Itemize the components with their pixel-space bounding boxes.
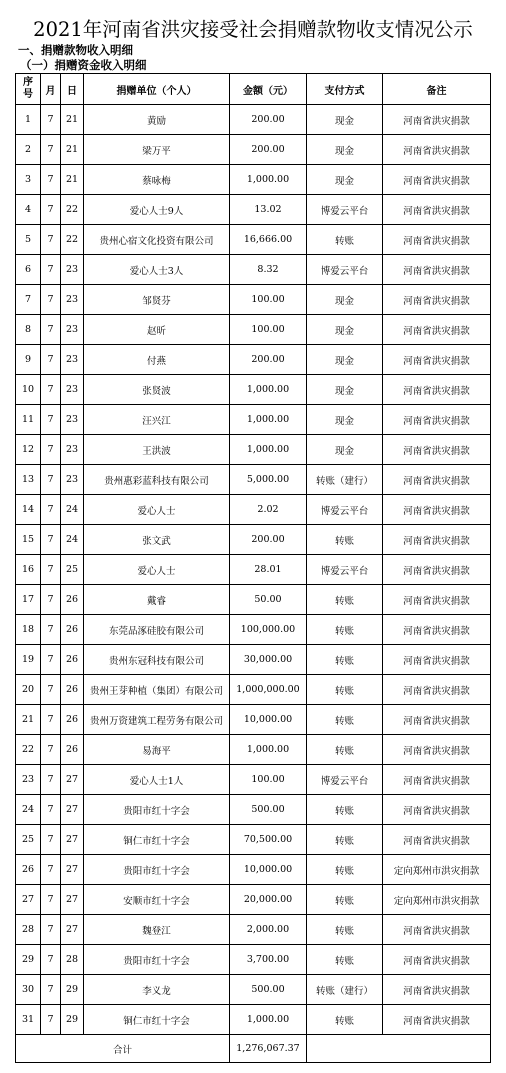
cell-donor xyxy=(84,705,230,735)
cell-day: 24 xyxy=(61,525,84,555)
cell-donor xyxy=(84,405,230,435)
cell-donor xyxy=(84,615,230,645)
cell-amount: 8.32 xyxy=(230,255,307,285)
cell-amount: 1,000,000.00 xyxy=(230,675,307,705)
cell-note: 河南省洪灾捐款 xyxy=(383,945,491,975)
donor-name: 爱心人士 xyxy=(137,505,176,517)
cell-day: 29 xyxy=(61,975,84,1005)
cell-seq: 26 xyxy=(16,855,41,885)
cell-note: 河南省洪灾捐款 xyxy=(383,675,491,705)
cell-method: 转账 xyxy=(307,855,383,885)
cell-month: 7 xyxy=(41,435,61,465)
cell-donor xyxy=(84,555,230,585)
donor-name: 蔡咏梅 xyxy=(142,175,171,187)
cell-seq: 8 xyxy=(16,315,41,345)
total-amount: 1,276,067.37 xyxy=(230,1035,307,1063)
header-seq-label: 序号 xyxy=(23,77,33,100)
cell-day: 27 xyxy=(61,825,84,855)
cell-method: 转账 xyxy=(307,675,383,705)
cell-day: 22 xyxy=(61,195,84,225)
donor-name: 易海平 xyxy=(142,745,171,757)
cell-day: 22 xyxy=(61,225,84,255)
donor-name: 铜仁市红十字会 xyxy=(123,835,190,847)
cell-month: 7 xyxy=(41,195,61,225)
donor-name: 贵州万资建筑工程劳务有限公司 xyxy=(89,715,223,727)
cell-donor xyxy=(84,225,230,255)
table-row xyxy=(16,645,491,675)
donor-name: 安顺市红十字会 xyxy=(123,895,190,907)
page-title: 2021年河南省洪灾接受社会捐赠款物收支情况公示 xyxy=(33,18,473,41)
table-row xyxy=(16,315,491,345)
donor-name: 邹贤芬 xyxy=(142,295,171,307)
cell-seq: 30 xyxy=(16,975,41,1005)
cell-amount: 200.00 xyxy=(230,135,307,165)
cell-seq: 13 xyxy=(16,465,41,495)
donor-name: 爱心人士3人 xyxy=(129,265,184,277)
table-row xyxy=(16,885,491,915)
cell-donor xyxy=(84,165,230,195)
cell-seq: 29 xyxy=(16,945,41,975)
cell-amount: 16,666.00 xyxy=(230,225,307,255)
cell-month: 7 xyxy=(41,855,61,885)
cell-amount: 70,500.00 xyxy=(230,825,307,855)
table-row xyxy=(16,855,491,885)
cell-month: 7 xyxy=(41,915,61,945)
cell-day: 26 xyxy=(61,645,84,675)
cell-note: 河南省洪灾捐款 xyxy=(383,435,491,465)
table-row xyxy=(16,825,491,855)
cell-note: 河南省洪灾捐款 xyxy=(383,285,491,315)
cell-donor xyxy=(84,105,230,135)
cell-seq: 4 xyxy=(16,195,41,225)
cell-donor xyxy=(84,645,230,675)
cell-note: 河南省洪灾捐款 xyxy=(383,315,491,345)
cell-amount: 10,000.00 xyxy=(230,705,307,735)
cell-method: 转账 xyxy=(307,825,383,855)
cell-method: 转账 xyxy=(307,645,383,675)
header-method: 支付方式 xyxy=(307,74,383,105)
cell-donor xyxy=(84,375,230,405)
cell-method: 转账 xyxy=(307,585,383,615)
table-row xyxy=(16,915,491,945)
table-row xyxy=(16,765,491,795)
cell-month: 7 xyxy=(41,525,61,555)
cell-month: 7 xyxy=(41,165,61,195)
cell-note: 河南省洪灾捐款 xyxy=(383,585,491,615)
table-row xyxy=(16,585,491,615)
table-row xyxy=(16,135,491,165)
cell-amount: 100.00 xyxy=(230,765,307,795)
cell-method: 转账（建行） xyxy=(307,975,383,1005)
cell-day: 26 xyxy=(61,705,84,735)
header-note: 备注 xyxy=(383,74,491,105)
cell-method: 现金 xyxy=(307,135,383,165)
donation-table xyxy=(15,73,491,1063)
cell-method: 现金 xyxy=(307,405,383,435)
cell-note: 河南省洪灾捐款 xyxy=(383,795,491,825)
cell-seq: 18 xyxy=(16,615,41,645)
cell-month: 7 xyxy=(41,285,61,315)
cell-seq: 7 xyxy=(16,285,41,315)
cell-method: 现金 xyxy=(307,315,383,345)
cell-day: 23 xyxy=(61,465,84,495)
cell-method: 现金 xyxy=(307,345,383,375)
table-row xyxy=(16,375,491,405)
cell-method: 博爱云平台 xyxy=(307,495,383,525)
cell-day: 27 xyxy=(61,855,84,885)
cell-amount: 200.00 xyxy=(230,345,307,375)
cell-donor xyxy=(84,765,230,795)
cell-note: 定向郑州市洪灾捐款 xyxy=(383,855,491,885)
cell-amount: 1,000.00 xyxy=(230,1005,307,1035)
cell-donor xyxy=(84,285,230,315)
cell-note: 河南省洪灾捐款 xyxy=(383,375,491,405)
table-row xyxy=(16,525,491,555)
donor-name: 黄励 xyxy=(146,115,166,127)
table-row xyxy=(16,615,491,645)
cell-month: 7 xyxy=(41,495,61,525)
cell-month: 7 xyxy=(41,735,61,765)
cell-method: 现金 xyxy=(307,105,383,135)
cell-month: 7 xyxy=(41,225,61,255)
cell-month: 7 xyxy=(41,315,61,345)
cell-note: 河南省洪灾捐款 xyxy=(383,135,491,165)
table-row xyxy=(16,105,491,135)
cell-day: 27 xyxy=(61,885,84,915)
table-row xyxy=(16,975,491,1005)
cell-method: 博爱云平台 xyxy=(307,195,383,225)
cell-donor xyxy=(84,525,230,555)
donor-name: 戴睿 xyxy=(146,595,166,607)
cell-day: 26 xyxy=(61,615,84,645)
cell-month: 7 xyxy=(41,465,61,495)
cell-method: 博爱云平台 xyxy=(307,555,383,585)
cell-amount: 13.02 xyxy=(230,195,307,225)
cell-donor xyxy=(84,435,230,465)
table-row xyxy=(16,195,491,225)
cell-method: 转账 xyxy=(307,795,383,825)
cell-note: 河南省洪灾捐款 xyxy=(383,195,491,225)
cell-seq: 2 xyxy=(16,135,41,165)
cell-month: 7 xyxy=(41,375,61,405)
cell-donor xyxy=(84,345,230,375)
cell-amount: 10,000.00 xyxy=(230,855,307,885)
cell-method: 转账（建行） xyxy=(307,465,383,495)
cell-month: 7 xyxy=(41,405,61,435)
donor-name: 贵阳市红十字会 xyxy=(123,805,190,817)
cell-seq: 3 xyxy=(16,165,41,195)
donor-name: 爱心人士9人 xyxy=(129,205,184,217)
cell-day: 24 xyxy=(61,495,84,525)
table-row xyxy=(16,345,491,375)
cell-note: 河南省洪灾捐款 xyxy=(383,975,491,1005)
donor-name: 梁万平 xyxy=(142,145,171,157)
cell-day: 25 xyxy=(61,555,84,585)
cell-month: 7 xyxy=(41,705,61,735)
cell-seq: 10 xyxy=(16,375,41,405)
cell-amount: 200.00 xyxy=(230,105,307,135)
table-body xyxy=(16,105,491,1063)
cell-donor xyxy=(84,975,230,1005)
cell-month: 7 xyxy=(41,255,61,285)
cell-day: 23 xyxy=(61,375,84,405)
cell-method: 转账 xyxy=(307,945,383,975)
cell-seq: 12 xyxy=(16,435,41,465)
total-row xyxy=(16,1035,491,1063)
cell-month: 7 xyxy=(41,765,61,795)
cell-month: 7 xyxy=(41,345,61,375)
cell-day: 21 xyxy=(61,105,84,135)
header-amount: 金额（元） xyxy=(230,74,307,105)
cell-seq: 16 xyxy=(16,555,41,585)
cell-seq: 14 xyxy=(16,495,41,525)
cell-note: 定向郑州市洪灾捐款 xyxy=(383,885,491,915)
donor-name: 东莞品涿硅胶有限公司 xyxy=(108,625,204,637)
table-row xyxy=(16,675,491,705)
cell-amount: 1,000.00 xyxy=(230,435,307,465)
cell-method: 现金 xyxy=(307,285,383,315)
cell-month: 7 xyxy=(41,795,61,825)
cell-note: 河南省洪灾捐款 xyxy=(383,915,491,945)
cell-day: 26 xyxy=(61,735,84,765)
cell-note: 河南省洪灾捐款 xyxy=(383,225,491,255)
cell-month: 7 xyxy=(41,945,61,975)
table-header-row xyxy=(16,74,491,105)
cell-day: 23 xyxy=(61,345,84,375)
header-month: 月 xyxy=(41,74,61,105)
cell-donor xyxy=(84,735,230,765)
cell-amount: 30,000.00 xyxy=(230,645,307,675)
donor-name: 贵州王芽种植（集团）有限公司 xyxy=(89,685,223,697)
table-row xyxy=(16,705,491,735)
total-blank xyxy=(307,1035,491,1063)
table-row xyxy=(16,465,491,495)
cell-amount: 100.00 xyxy=(230,285,307,315)
cell-month: 7 xyxy=(41,825,61,855)
donor-name: 爱心人士 xyxy=(137,565,176,577)
cell-seq: 22 xyxy=(16,735,41,765)
cell-donor xyxy=(84,885,230,915)
cell-day: 23 xyxy=(61,285,84,315)
cell-day: 28 xyxy=(61,945,84,975)
cell-amount: 1,000.00 xyxy=(230,405,307,435)
table-row xyxy=(16,555,491,585)
cell-method: 博爱云平台 xyxy=(307,765,383,795)
table-row xyxy=(16,435,491,465)
table-row xyxy=(16,285,491,315)
cell-seq: 19 xyxy=(16,645,41,675)
cell-month: 7 xyxy=(41,135,61,165)
cell-seq: 20 xyxy=(16,675,41,705)
cell-method: 现金 xyxy=(307,375,383,405)
donor-name: 魏登江 xyxy=(142,925,171,937)
donor-name: 爱心人士1人 xyxy=(129,775,184,787)
cell-method: 博爱云平台 xyxy=(307,255,383,285)
cell-month: 7 xyxy=(41,615,61,645)
cell-note: 河南省洪灾捐款 xyxy=(383,555,491,585)
cell-month: 7 xyxy=(41,975,61,1005)
donor-name: 张文武 xyxy=(142,535,171,547)
table-row xyxy=(16,165,491,195)
cell-day: 29 xyxy=(61,1005,84,1035)
cell-seq: 9 xyxy=(16,345,41,375)
donor-name: 贵州心宿文化投资有限公司 xyxy=(99,235,214,247)
cell-amount: 1,000.00 xyxy=(230,165,307,195)
cell-note: 河南省洪灾捐款 xyxy=(383,255,491,285)
cell-day: 27 xyxy=(61,765,84,795)
cell-month: 7 xyxy=(41,1005,61,1035)
table-row xyxy=(16,225,491,255)
cell-seq: 5 xyxy=(16,225,41,255)
cell-note: 河南省洪灾捐款 xyxy=(383,765,491,795)
cell-seq: 21 xyxy=(16,705,41,735)
cell-note: 河南省洪灾捐款 xyxy=(383,495,491,525)
donor-name: 张贤波 xyxy=(142,385,171,397)
cell-seq: 23 xyxy=(16,765,41,795)
cell-note: 河南省洪灾捐款 xyxy=(383,345,491,375)
cell-month: 7 xyxy=(41,555,61,585)
cell-seq: 31 xyxy=(16,1005,41,1035)
cell-note: 河南省洪灾捐款 xyxy=(383,1005,491,1035)
cell-amount: 28.01 xyxy=(230,555,307,585)
cell-month: 7 xyxy=(41,105,61,135)
cell-seq: 1 xyxy=(16,105,41,135)
cell-day: 23 xyxy=(61,435,84,465)
donor-name: 汪兴江 xyxy=(142,415,171,427)
section-heading-donations: 一、捐赠款物收入明细 xyxy=(18,43,133,57)
cell-note: 河南省洪灾捐款 xyxy=(383,825,491,855)
cell-day: 27 xyxy=(61,915,84,945)
donor-name: 付燕 xyxy=(146,355,166,367)
cell-donor xyxy=(84,855,230,885)
cell-note: 河南省洪灾捐款 xyxy=(383,405,491,435)
header-day: 日 xyxy=(61,74,84,105)
cell-method: 转账 xyxy=(307,735,383,765)
cell-amount: 100.00 xyxy=(230,315,307,345)
cell-month: 7 xyxy=(41,675,61,705)
donor-name: 贵州惠彩蓝科技有限公司 xyxy=(104,475,209,487)
cell-amount: 50.00 xyxy=(230,585,307,615)
cell-donor xyxy=(84,255,230,285)
cell-method: 现金 xyxy=(307,435,383,465)
donor-name: 王洪波 xyxy=(142,445,171,457)
cell-donor xyxy=(84,135,230,165)
cell-method: 转账 xyxy=(307,1005,383,1035)
cell-donor xyxy=(84,1005,230,1035)
cell-note: 河南省洪灾捐款 xyxy=(383,465,491,495)
cell-donor xyxy=(84,195,230,225)
header-donor: 捐赠单位（个人） xyxy=(84,74,230,105)
cell-amount: 500.00 xyxy=(230,795,307,825)
cell-note: 河南省洪灾捐款 xyxy=(383,705,491,735)
cell-day: 23 xyxy=(61,255,84,285)
cell-day: 26 xyxy=(61,585,84,615)
table-row xyxy=(16,495,491,525)
cell-day: 23 xyxy=(61,405,84,435)
table-row xyxy=(16,735,491,765)
cell-amount: 5,000.00 xyxy=(230,465,307,495)
cell-seq: 15 xyxy=(16,525,41,555)
cell-note: 河南省洪灾捐款 xyxy=(383,165,491,195)
cell-seq: 24 xyxy=(16,795,41,825)
cell-amount: 3,700.00 xyxy=(230,945,307,975)
cell-note: 河南省洪灾捐款 xyxy=(383,525,491,555)
donor-name: 铜仁市红十字会 xyxy=(123,1015,190,1027)
cell-amount: 2.02 xyxy=(230,495,307,525)
cell-donor xyxy=(84,315,230,345)
cell-method: 转账 xyxy=(307,885,383,915)
cell-note: 河南省洪灾捐款 xyxy=(383,615,491,645)
cell-day: 23 xyxy=(61,315,84,345)
cell-day: 21 xyxy=(61,135,84,165)
donor-name: 赵昕 xyxy=(146,325,166,337)
cell-donor xyxy=(84,465,230,495)
table-row xyxy=(16,795,491,825)
cell-method: 转账 xyxy=(307,225,383,255)
cell-donor xyxy=(84,495,230,525)
cell-seq: 27 xyxy=(16,885,41,915)
cell-donor xyxy=(84,945,230,975)
total-label: 合计 xyxy=(16,1035,230,1063)
cell-amount: 500.00 xyxy=(230,975,307,1005)
cell-day: 26 xyxy=(61,675,84,705)
cell-donor xyxy=(84,915,230,945)
cell-amount: 20,000.00 xyxy=(230,885,307,915)
table-row xyxy=(16,1005,491,1035)
cell-month: 7 xyxy=(41,585,61,615)
cell-month: 7 xyxy=(41,885,61,915)
cell-seq: 17 xyxy=(16,585,41,615)
cell-day: 27 xyxy=(61,795,84,825)
cell-donor xyxy=(84,585,230,615)
cell-month: 7 xyxy=(41,645,61,675)
cell-donor xyxy=(84,675,230,705)
cell-method: 转账 xyxy=(307,615,383,645)
cell-note: 河南省洪灾捐款 xyxy=(383,105,491,135)
cell-seq: 28 xyxy=(16,915,41,945)
cell-amount: 200.00 xyxy=(230,525,307,555)
cell-method: 转账 xyxy=(307,915,383,945)
cell-donor xyxy=(84,825,230,855)
cell-day: 21 xyxy=(61,165,84,195)
donor-name: 李义龙 xyxy=(142,985,171,997)
cell-seq: 25 xyxy=(16,825,41,855)
donor-name: 贵阳市红十字会 xyxy=(123,865,190,877)
cell-donor xyxy=(84,795,230,825)
table-row xyxy=(16,255,491,285)
cell-amount: 100,000.00 xyxy=(230,615,307,645)
table-row xyxy=(16,945,491,975)
cell-note: 河南省洪灾捐款 xyxy=(383,735,491,765)
cell-method: 转账 xyxy=(307,705,383,735)
header-seq xyxy=(16,74,41,105)
table-row xyxy=(16,405,491,435)
cell-seq: 6 xyxy=(16,255,41,285)
cell-amount: 2,000.00 xyxy=(230,915,307,945)
cell-amount: 1,000.00 xyxy=(230,735,307,765)
cell-method: 现金 xyxy=(307,165,383,195)
cell-seq: 11 xyxy=(16,405,41,435)
cell-note: 河南省洪灾捐款 xyxy=(383,645,491,675)
cell-amount: 1,000.00 xyxy=(230,375,307,405)
donor-name: 贵阳市红十字会 xyxy=(123,955,190,967)
section-heading-cash-donations: （一）捐赠资金收入明细 xyxy=(20,58,147,72)
cell-method: 转账 xyxy=(307,525,383,555)
donor-name: 贵州东冠科技有限公司 xyxy=(108,655,204,667)
